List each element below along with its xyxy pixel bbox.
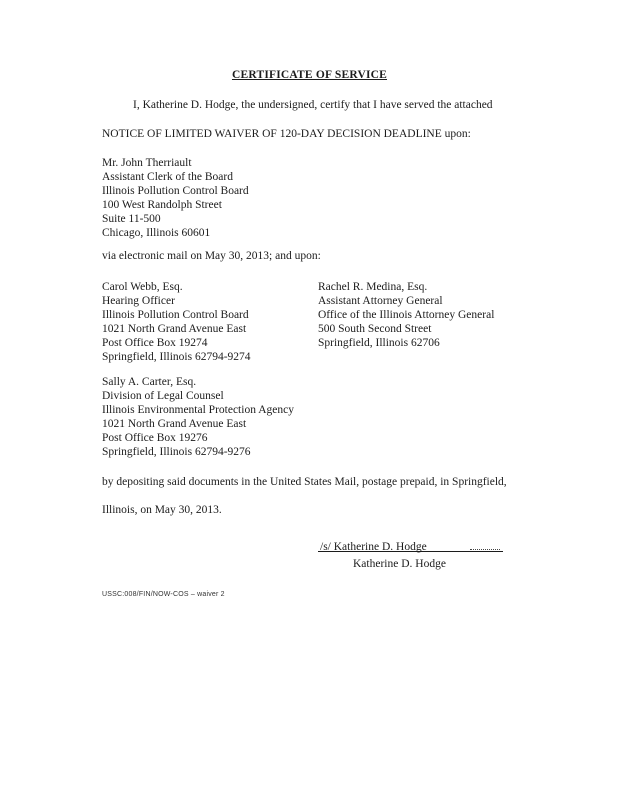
closing-statement-line-1: by depositing said documents in the United States Mail, postage prepaid, in Springfield, (102, 476, 507, 488)
certification-intro: I, Katherine D. Hodge, the undersigned, certify that I have served the attached (133, 99, 493, 111)
address-line: Illinois Pollution Control Board (102, 185, 249, 197)
signature-line (318, 551, 503, 552)
address-line: Illinois Pollution Control Board (102, 309, 249, 321)
address-line: Rachel R. Medina, Esq. (318, 281, 428, 293)
recipient-clerk-address (102, 156, 249, 240)
address-line: 1021 North Grand Avenue East (102, 418, 247, 430)
address-line: Springfield, Illinois 62706 (318, 337, 440, 349)
recipient-epa-address (102, 375, 294, 459)
signature-mark (470, 545, 500, 550)
address-line: Hearing Officer (102, 295, 175, 307)
closing-statement-line-2: Illinois, on May 30, 2013. (102, 504, 222, 516)
address-line: Assistant Attorney General (318, 295, 443, 307)
address-line: Assistant Clerk of the Board (102, 171, 233, 183)
address-line: Office of the Illinois Attorney General (318, 309, 495, 321)
address-line: Suite 11-500 (102, 213, 161, 225)
address-line: 100 West Randolph Street (102, 199, 222, 211)
electronic-signature: /s/ Katherine D. Hodge (320, 541, 427, 553)
address-line: Springfield, Illinois 62794-9276 (102, 446, 251, 458)
notice-line: NOTICE OF LIMITED WAIVER OF 120-DAY DECISION DEADLINE upon: (102, 128, 471, 140)
address-line: Division of Legal Counsel (102, 390, 224, 402)
recipient-attorney-general-address (318, 280, 494, 350)
page-title: CERTIFICATE OF SERVICE (231, 69, 388, 81)
address-line: Illinois Environmental Protection Agency (102, 404, 294, 416)
address-line: Chicago, Illinois 60601 (102, 227, 211, 239)
address-line: Sally A. Carter, Esq. (102, 376, 197, 388)
address-line: Mr. John Therriault (102, 157, 192, 169)
address-line: Post Office Box 19276 (102, 432, 208, 444)
delivery-method-line: via electronic mail on May 30, 2013; and upon: (102, 250, 321, 262)
document-footer-code: USSC:008/FIN/NOW-COS – waiver 2 (102, 591, 225, 598)
recipient-hearing-officer-address (102, 280, 251, 364)
address-line: Springfield, Illinois 62794-9274 (102, 351, 251, 363)
address-line: 500 South Second Street (318, 323, 432, 335)
address-line: Post Office Box 19274 (102, 337, 208, 349)
signer-name: Katherine D. Hodge (353, 558, 446, 570)
address-line: Carol Webb, Esq. (102, 281, 183, 293)
address-line: 1021 North Grand Avenue East (102, 323, 247, 335)
